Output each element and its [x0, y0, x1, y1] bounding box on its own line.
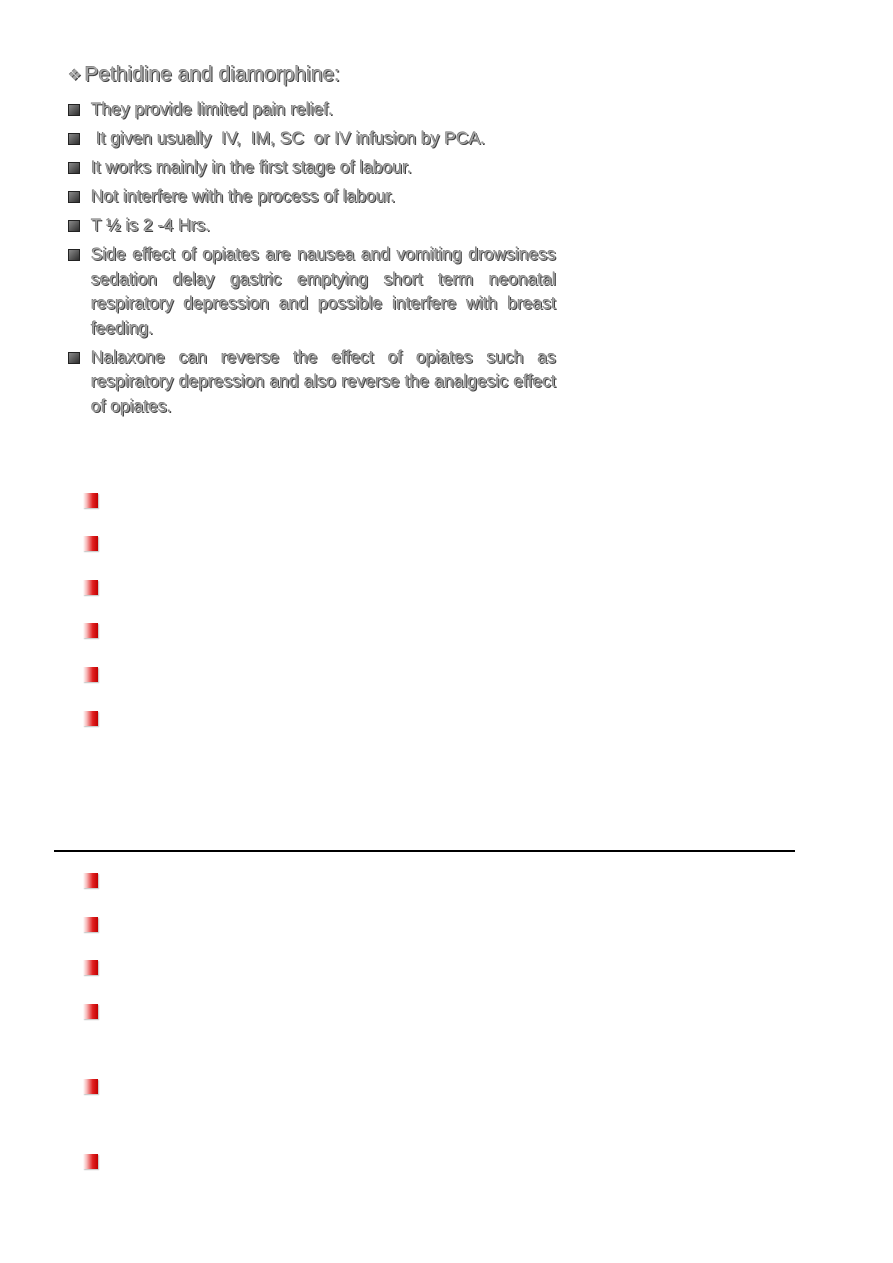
list-item — [66, 345, 556, 419]
list-item — [66, 126, 556, 151]
red-square-icon — [83, 580, 98, 595]
red-square-icon — [83, 711, 98, 726]
red-square-icon — [83, 536, 98, 551]
square-bullet-icon — [68, 249, 80, 261]
bullet-text: It given usually IV, IM, SC or IV infusion by PCA. — [91, 128, 486, 148]
red-square-icon — [83, 1004, 98, 1019]
bullet-text: It works mainly in the first stage of labour. — [91, 157, 412, 177]
bullet-text: Not interfere with the process of labour. — [91, 186, 396, 206]
red-square-icon — [83, 493, 98, 508]
horizontal-divider — [54, 850, 795, 852]
list-item — [66, 184, 556, 209]
diamond-bullet-icon: ❖ — [68, 67, 82, 84]
heading-text: Pethidine and diamorphine: — [84, 63, 341, 86]
section-heading — [68, 63, 340, 87]
red-square-icon — [83, 667, 98, 682]
red-square-icon — [83, 623, 98, 638]
square-bullet-icon — [68, 352, 80, 364]
bullet-text: Side effect of opiates are nausea and vomiting drowsiness sedation delay gastric emptying short term neonatal respiratory depression and possible interfere with breast feeding. — [91, 244, 556, 338]
bullet-text: They provide limited pain relief. — [91, 99, 334, 119]
red-square-icon — [83, 1154, 98, 1169]
square-bullet-icon — [68, 104, 80, 116]
red-square-icon — [83, 1079, 98, 1094]
list-item — [66, 155, 556, 180]
red-square-icon — [83, 917, 98, 932]
square-bullet-icon — [68, 162, 80, 174]
list-item — [66, 97, 556, 122]
list-item — [66, 213, 556, 238]
bullet-list — [66, 97, 556, 423]
bullet-text: T ½ is 2 -4 Hrs. — [91, 215, 211, 235]
red-square-icon — [83, 873, 98, 888]
square-bullet-icon — [68, 133, 80, 145]
list-item — [66, 242, 556, 340]
bullet-text: Nalaxone can reverse the effect of opiates such as respiratory depression and also reverse the analgesic effect of opiates. — [91, 346, 556, 416]
square-bullet-icon — [68, 220, 80, 232]
square-bullet-icon — [68, 191, 80, 203]
red-square-icon — [83, 960, 98, 975]
